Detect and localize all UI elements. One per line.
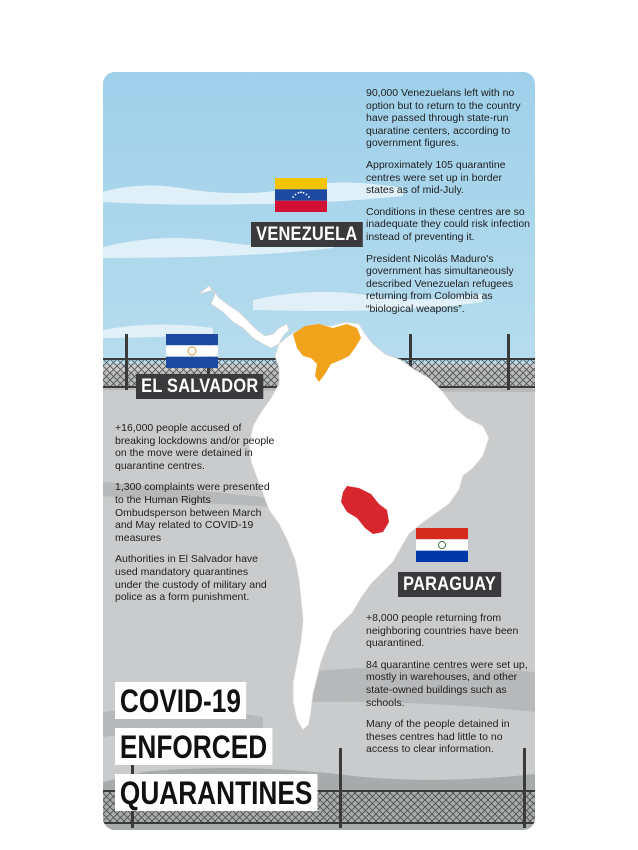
paraguay-paragraph-1: +8,000 people returning from neighboring countries have been quarantined. [366, 612, 519, 650]
title-line-3: QUARANTINES [115, 774, 317, 811]
paraguay-paragraph-3: Many of the people detained in theses centres had little to no access to clear information. [366, 718, 510, 756]
infographic-card [103, 72, 535, 830]
paraguay-flag [416, 528, 468, 562]
title-line-2: ENFORCED [115, 728, 272, 765]
el-salvador-paragraph-2: 1,300 complaints were presented to the Human Rights Ombudsperson between March and May related to COVID-19 measures [115, 481, 270, 544]
el-salvador-paragraph-3: Authorities in El Salvador have used mandatory quarantines under the custody of military and police as a form punishment. [115, 553, 267, 604]
venezuela-label: VENEZUELA [251, 222, 363, 247]
venezuela-text [366, 87, 531, 325]
venezuela-paragraph-2: Approximately 105 quarantine centres were set up in border states as of mid-July. [366, 158, 506, 197]
title-line-1: COVID-19 [115, 682, 246, 719]
el-salvador-flag [166, 334, 218, 368]
el-salvador-text [115, 422, 275, 613]
venezuela-flag [275, 178, 327, 212]
el-salvador-label: EL SALVADOR [136, 374, 264, 399]
venezuela-paragraph-3: Conditions in these centres are so inadequate they could risk infection instead of preventing it. [366, 205, 531, 243]
paraguay-paragraph-2: 84 quarantine centres were set up, mostly in warehouses, and other state-owned buildings such as schools. [366, 658, 528, 709]
paraguay-label: PARAGUAY [398, 572, 501, 597]
venezuela-paragraph-4: President Nicolás Maduro's government has simultaneously described Venezuelan refugees returning from Colombia as “biological weapons”. [366, 252, 514, 315]
paraguay-text [366, 612, 531, 765]
el-salvador-paragraph-1: +16,000 people accused of breaking lockdowns and/or people on the move were detained in quarantine centres. [115, 422, 275, 472]
venezuela-paragraph-1: 90,000 Venezuelans left with no option but to return to the country have passed through state-run quaratine centers, according to government figures. [366, 87, 521, 150]
